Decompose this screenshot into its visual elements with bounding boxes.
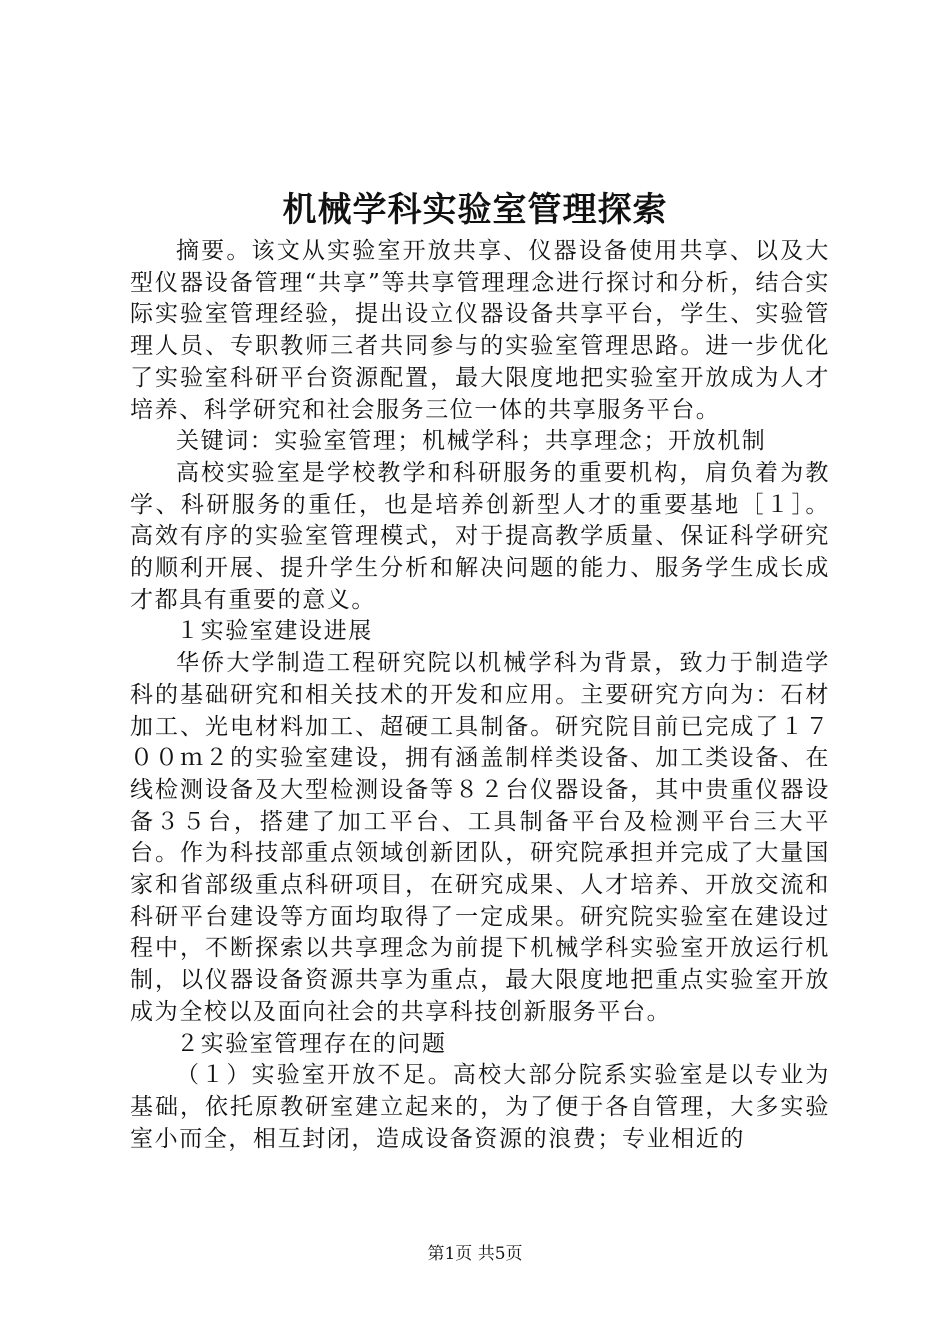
section-heading-1: １实验室建设进展 [176, 618, 373, 645]
document-title: 机械学科实验室管理探索 [282, 190, 668, 230]
page-footer: 第1页 共5页 [427, 1244, 523, 1264]
keywords-paragraph: 关键词：实验室管理；机械学科；共享理念；开放机制 [176, 428, 767, 455]
intro-paragraph: 高校实验室是学校教学和科研服务的重要机构，肩负着为教学、科研服务的重任，也是培养创新型人才的重要基地［１］。高效有序的实验室管理模式，对于提高教学质量、保证科学研究的顺利开展、提升学生分析和解决问题的能力、服务学生成长成才都具有重要的意义。 [130, 459, 830, 613]
section-heading-2: ２实验室管理存在的问题 [176, 1030, 447, 1057]
section-1-paragraph: 华侨大学制造工程研究院以机械学科为背景，致力于制造学科的基础研究和相关技术的开发和应用。主要研究方向为：石材加工、光电材料加工、超硬工具制备。研究院目前已完成了１７００ｍ２的实验室建设，拥有涵盖制样类设备、加工类设备、在线检测设备及大型检测设备等８２台仪器设备，其中贵重仪器设备３５台，搭建了加工平台、工具制备平台及检测平台三大平台。作为科技部重点领域创新团队，研究院承担并完成了大量国家和省部级重点科研项目，在研究成果、人才培养、开放交流和科研平台建设等方面均取得了一定成果。研究院实验室在建设过程中，不断探索以共享理念为前提下机械学科实验室开放运行机制，以仪器设备资源共享为重点，最大限度地把重点实验室开放成为全校以及面向社会的共享科技创新服务平台。 [130, 650, 830, 1025]
section-2-paragraph: （１）实验室开放不足。高校大部分院系实验室是以专业为基础，依托原教研室建立起来的，为了便于各自管理，大多实验室小而全，相互封闭，造成设备资源的浪费；专业相近的 [130, 1062, 830, 1152]
abstract-paragraph: 摘要。该文从实验室开放共享、仪器设备使用共享、以及大型仪器设备管理“共享”等共享管理理念进行探讨和分析，结合实际实验室管理经验，提出设立仪器设备共享平台，学生、实验管理人员、专职教师三者共同参与的实验室管理思路。进一步优化了实验室科研平台资源配置，最大限度地把实验室开放成为人才培养、科学研究和社会服务三位一体的共享服务平台。 [130, 238, 830, 423]
document-body [130, 236, 830, 1155]
